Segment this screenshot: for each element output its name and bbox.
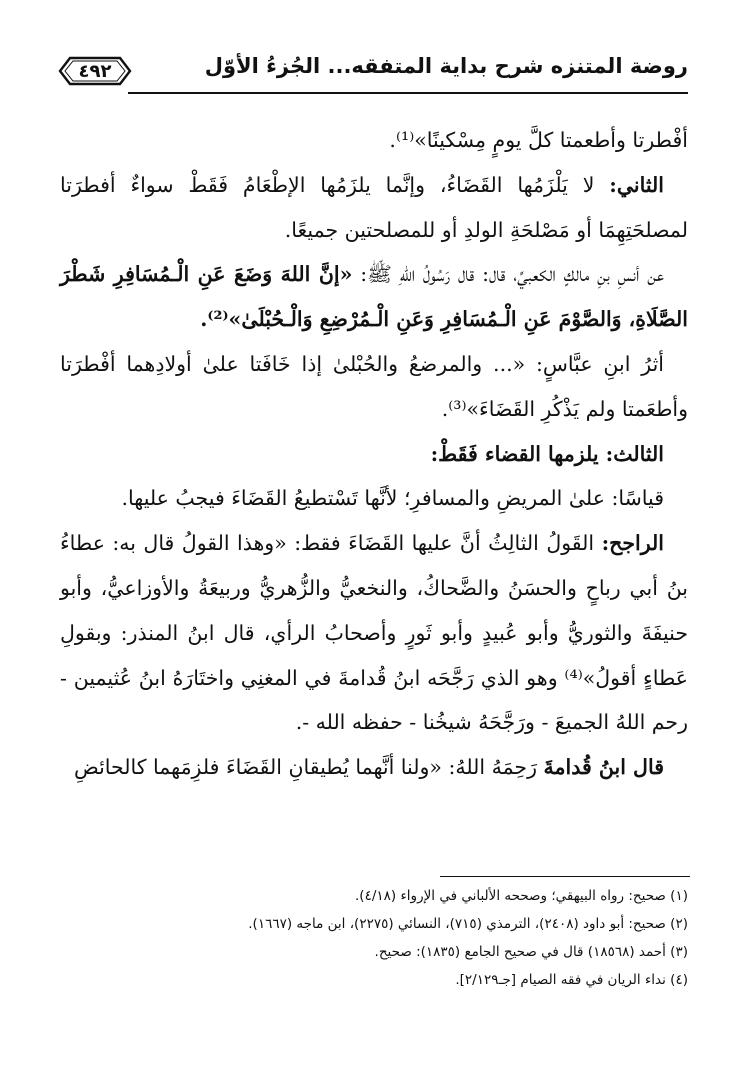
paragraph-3-intro: عن أنسِ بنِ مالكٍ الكعبيِّ، قال: قال رَسُولُ اللهِ ﷺ: bbox=[360, 262, 664, 287]
paragraph-2 bbox=[60, 163, 688, 253]
footnote-1: (١) صحيح: رواه البيهقي؛ وصححه الألباني في الإرواء (٤/١٨). bbox=[355, 888, 688, 904]
page-number: ٤٩٢ bbox=[78, 60, 112, 82]
main-text bbox=[60, 118, 688, 858]
paragraph-7 bbox=[60, 521, 688, 745]
hadith-text: «إنَّ اللهَ وَضَعَ عَنِ الْـمُسَافِرِ شَطْرَ الصَّلَاةِ، وَالصَّوْمَ عَنِ الْـمُسَافِرِ وَعَنِ الْـمُرْضِعِ وَالْـحُبْلَىٰ»⁽²⁾. bbox=[60, 262, 688, 332]
paragraph-8 bbox=[60, 745, 688, 790]
paragraph-7-text: القَولُ الثالِثُ أنَّ عليها القَضَاءَ فقط: «وهذا القولُ قال به: عطاءُ بنُ أبي رباحٍ والحسَنُ والضَّحاكُ، والنخعيُّ والزُّهريُّ وربيعَةُ والأوزاعيُّ، وأبو حنيفَةَ والثوريُّ وأبو عُبيدٍ وأبو ثَورٍ وأصحابُ الرأي، قال ابنُ المنذر: وبقولِ عَطاءٍ أقولُ»⁽⁴⁾ وهو الذي رَجَّحَه ابنُ قُدامةَ في المغنِي واختَارَهُ ابنُ عُثيمين - رحم اللهُ الجميعَ - ورَجَّحَهُ شيخُنا - حفظه الله -. bbox=[60, 531, 688, 735]
paragraph-2-label: الثاني: bbox=[609, 172, 664, 197]
footnote-rule bbox=[440, 876, 690, 877]
footnote-3: (٣) أحمد (١٨٥٦٨) قال في صحيح الجامع (١٨٣٥): صحيح. bbox=[374, 944, 688, 960]
paragraph-3 bbox=[60, 252, 688, 342]
running-title: روضة المتنزه شرح بداية المتفقه... الجُزءُ الأوّل bbox=[204, 54, 688, 78]
footnotes bbox=[60, 882, 688, 994]
header-rule bbox=[128, 92, 688, 94]
paragraph-8-text: رَحِمَهُ اللهُ: «ولنا أنَّهما يُطيقانِ القَضَاءَ فلزِمَهما كالحائضِ bbox=[73, 755, 538, 780]
page-header bbox=[58, 52, 688, 96]
paragraph-6: قياسًا: علىٰ المريضِ والمسافرِ؛ لأنَّها تَسْتطيعُ القَضَاءَ فيجبُ عليها. bbox=[121, 486, 664, 511]
footnote-4: (٤) نداء الريان في فقه الصيام [جـ٢/١٢٩]. bbox=[455, 972, 688, 988]
paragraph-2-text: لا يَلْزَمُها القَضَاءُ، وإنَّما يلزَمُها الإطْعَامُ فَقَطْ سواءٌ أفطرَتا لمصلحَتِهِمَا أو مَصْلحَةِ الولدِ أو للمصلحتين جميعًا. bbox=[60, 172, 688, 242]
paragraph-5: الثالث: يلزمها القضاء فَقَطْ: bbox=[430, 441, 664, 466]
page-number-badge bbox=[58, 56, 132, 86]
footnote-2: (٢) صحيح: أبو داود (٢٤٠٨)، الترمذي (٧١٥)، النسائي (٢٢٧٥)، ابن ماجه (١٦٦٧). bbox=[248, 916, 688, 932]
paragraph-4: أثرُ ابنِ عبَّاسٍ: «... والمرضعُ والحُبْلىٰ إذا خَافَتا علىٰ أولادِهما أفْطرَتا وأطعَمتا ولم يَذْكُرِ القَضَاءَ»⁽³⁾. bbox=[60, 351, 688, 421]
paragraph-1: أفْطرتا وأطعمتا كلَّ يومٍ مِسْكينًا»⁽¹⁾. bbox=[389, 128, 688, 152]
paragraph-8-label: قال ابنُ قُدامةَ bbox=[543, 755, 664, 780]
paragraph-7-label: الراجح: bbox=[601, 531, 664, 556]
